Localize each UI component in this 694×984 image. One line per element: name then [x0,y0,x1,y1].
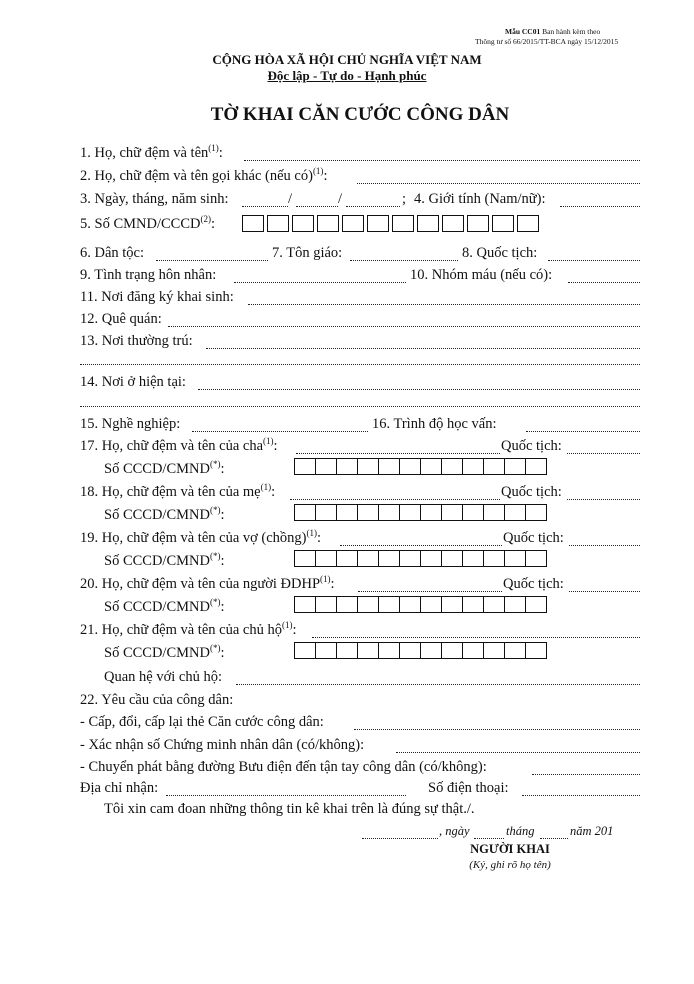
digit-box[interactable] [336,504,358,521]
digit-box[interactable] [294,596,316,613]
digit-box[interactable] [399,642,421,659]
label-mother-nationality: Quốc tịch: [501,484,562,500]
note-marker: (1) [312,166,324,177]
field-mother-name [80,484,275,501]
digit-box[interactable] [442,215,464,232]
digit-box[interactable] [336,458,358,475]
input-full-name[interactable] [244,160,640,161]
digit-box[interactable] [399,504,421,521]
label-permanent-residence: 13. Nơi thường trú: [80,333,193,349]
digit-box[interactable] [294,550,316,567]
colon: : [292,622,297,638]
digit-box[interactable] [462,504,484,521]
input-phone[interactable] [522,795,640,796]
digit-box[interactable] [483,458,505,475]
digit-box[interactable] [525,504,547,521]
digit-box[interactable] [357,642,379,659]
input-nationality[interactable] [548,260,640,261]
digit-box[interactable] [342,215,364,232]
label-household-head-id: Số CCCD/CMND [104,645,210,661]
note-marker: (*) [209,459,221,470]
field-representative-id [104,599,225,616]
digit-box[interactable] [294,642,316,659]
field-id-number [80,216,215,233]
digit-box[interactable] [357,504,379,521]
digit-box[interactable] [378,504,400,521]
digit-box[interactable] [336,596,358,613]
id-number-boxes[interactable] [242,215,542,232]
digit-box[interactable] [294,458,316,475]
label-delivery-address: Địa chỉ nhận: [80,780,159,796]
field-spouse-name [80,530,321,547]
declaration-statement: Tôi xin cam đoan những thông tin kê khai trên là đúng sự thật./. [104,801,475,817]
label-date-year: năm 201 [570,824,614,838]
label-date-day: , ngày [439,824,470,838]
label-other-name: 2. Họ, chữ đệm và tên gọi khác (nếu có) [80,168,313,184]
label-ethnicity: 6. Dân tộc: [80,245,145,261]
input-current-residence[interactable] [198,389,640,390]
input-ethnicity[interactable] [156,260,268,261]
label-birth-registration: 11. Nơi đăng ký khai sinh: [80,289,234,305]
digit-box[interactable] [483,642,505,659]
label-request-confirm-id: - Xác nhận số Chứng minh nhân dân (có/không): [80,737,365,753]
label-nationality: 8. Quốc tịch: [462,245,538,261]
label-current-residence: 14. Nơi ở hiện tại: [80,374,186,390]
representative-id-boxes[interactable] [294,596,546,613]
note-marker: (1) [260,482,272,493]
label-spouse-nationality: Quốc tịch: [503,530,564,546]
input-religion[interactable] [350,260,458,261]
note-marker: (*) [209,505,221,516]
colon: : [220,507,225,523]
input-father-name[interactable] [296,453,500,454]
digit-box[interactable] [399,596,421,613]
input-representative-nationality[interactable] [569,591,640,592]
digit-box[interactable] [378,550,400,567]
digit-box[interactable] [483,596,505,613]
input-blood-type[interactable] [568,282,640,283]
digit-box[interactable] [441,550,463,567]
input-gender[interactable] [560,206,640,207]
colon: : [220,553,225,569]
label-father-nationality: Quốc tịch: [501,438,562,454]
field-representative-name [80,576,335,593]
label-marital-status: 9. Tình trạng hôn nhân: [80,267,217,283]
input-mother-name[interactable] [290,499,500,500]
input-current-residence-line2[interactable] [80,406,640,407]
field-father-name [80,438,278,455]
digit-box[interactable] [392,215,414,232]
input-birth-registration[interactable] [248,304,640,305]
digit-box[interactable] [462,596,484,613]
page-title: TỜ KHAI CĂN CƯỚC CÔNG DÂN [210,104,510,125]
digit-box[interactable] [357,458,379,475]
digit-box[interactable] [517,215,539,232]
digit-box[interactable] [242,215,264,232]
input-marital-status[interactable] [234,282,406,283]
label-blood-type: 10. Nhóm máu (nếu có): [410,267,553,283]
note-marker: (1) [306,528,318,539]
label-birth-date: 3. Ngày, tháng, năm sinh: [80,191,229,207]
digit-box[interactable] [420,550,442,567]
label-citizen-requests: 22. Yêu cầu của công dân: [80,692,234,708]
input-hometown[interactable] [168,326,640,327]
digit-box[interactable] [317,215,339,232]
digit-box[interactable] [378,642,400,659]
input-birth-day[interactable] [242,206,288,207]
circular-line2: Thông tư số 66/2015/TT-BCA ngày 15/12/2015 [475,37,619,46]
field-father-id [104,461,225,478]
digit-box[interactable] [525,550,547,567]
digit-box[interactable] [357,596,379,613]
input-delivery-address[interactable] [166,795,406,796]
label-father-name: 17. Họ, chữ đệm và tên của cha [80,438,263,454]
digit-box[interactable] [315,596,337,613]
colon: : [220,645,225,661]
digit-box[interactable] [336,550,358,567]
label-occupation: 15. Nghề nghiệp: [80,416,181,432]
digit-box[interactable] [504,550,526,567]
input-birth-year[interactable] [346,206,400,207]
digit-box[interactable] [420,504,442,521]
colon: : [220,599,225,615]
digit-box[interactable] [483,504,505,521]
date-slash: / [288,191,293,207]
input-spouse-nationality[interactable] [569,545,640,546]
digit-box[interactable] [399,550,421,567]
digit-box[interactable] [504,504,526,521]
label-mother-name: 18. Họ, chữ đệm và tên của mẹ [80,484,261,500]
mother-id-boxes[interactable] [294,504,546,521]
input-sign-place[interactable] [362,838,438,839]
circular-line1: Ban hành kèm theo [542,27,601,36]
form-code: Mẫu CC01 [505,27,541,36]
note-marker: (1) [263,436,274,447]
digit-box[interactable] [399,458,421,475]
label-relation-to-head: Quan hệ với chủ hộ: [104,669,223,685]
note-marker: (1) [281,620,293,631]
digit-box[interactable] [315,458,337,475]
note-marker: (1) [320,574,331,585]
separator: ; [402,191,407,207]
digit-box[interactable] [462,642,484,659]
digit-box[interactable] [357,550,379,567]
father-id-boxes[interactable] [294,458,546,475]
digit-box[interactable] [367,215,389,232]
label-hometown: 12. Quê quán: [80,311,162,327]
label-spouse-id: Số CCCD/CMND [104,553,210,569]
input-permanent-residence[interactable] [206,348,640,349]
label-household-head-name: 21. Họ, chữ đệm và tên của chủ hộ [80,622,282,638]
label-request-issue-card: - Cấp, đổi, cấp lại thẻ Căn cước công dân: [80,714,324,730]
digit-box[interactable] [378,458,400,475]
note-marker: (1) [208,143,219,154]
field-mother-id [104,507,225,524]
digit-box[interactable] [525,596,547,613]
digit-box[interactable] [525,458,547,475]
digit-box[interactable] [267,215,289,232]
digit-box[interactable] [441,504,463,521]
input-permanent-residence-line2[interactable] [80,364,640,365]
digit-box[interactable] [504,596,526,613]
colon: : [330,576,335,592]
label-phone: Số điện thoại: [428,780,509,796]
label-father-id: Số CCCD/CMND [104,461,210,477]
field-spouse-id [104,553,225,570]
digit-box[interactable] [315,550,337,567]
note-marker: (*) [209,551,221,562]
label-spouse-name: 19. Họ, chữ đệm và tên của vợ (chồng) [80,530,307,546]
digit-box[interactable] [492,215,514,232]
digit-box[interactable] [294,504,316,521]
digit-box[interactable] [462,550,484,567]
digit-box[interactable] [420,458,442,475]
colon: : [218,145,223,161]
digit-box[interactable] [504,458,526,475]
field-other-name [80,168,327,185]
input-education[interactable] [526,431,640,432]
field-household-head-name [80,622,296,639]
digit-box[interactable] [420,642,442,659]
note-marker: (2) [200,214,211,225]
label-full-name: 1. Họ, chữ đệm và tên [80,145,209,161]
digit-box[interactable] [462,458,484,475]
note-marker: (*) [209,643,221,654]
digit-box[interactable] [292,215,314,232]
input-mother-nationality[interactable] [567,499,640,500]
colon: : [323,168,328,184]
input-representative-name[interactable] [358,591,502,592]
digit-box[interactable] [441,458,463,475]
digit-box[interactable] [378,596,400,613]
input-sign-month[interactable] [540,838,568,839]
digit-box[interactable] [420,596,442,613]
input-occupation[interactable] [192,431,368,432]
input-spouse-name[interactable] [340,545,502,546]
form-code-line [505,27,600,36]
label-representative-nationality: Quốc tịch: [503,576,564,592]
input-father-nationality[interactable] [567,453,640,454]
note-marker: (*) [209,597,221,608]
motto: Độc lập - Tự do - Hạnh phúc [267,68,427,83]
label-request-postal-delivery: - Chuyển phát bằng đường Bưu điện đến tận tay công dân (có/không): [80,759,487,775]
nation-heading: CỘNG HÒA XÃ HỘI CHỦ NGHĨA VIỆT NAM [212,52,482,67]
digit-box[interactable] [417,215,439,232]
digit-box[interactable] [467,215,489,232]
digit-box[interactable] [483,550,505,567]
input-request-confirm-id[interactable] [396,752,640,753]
input-household-head-name[interactable] [312,637,640,638]
spouse-id-boxes[interactable] [294,550,546,567]
label-representative-id: Số CCCD/CMND [104,599,210,615]
label-date-month: tháng [506,824,535,838]
label-education: 16. Trình độ học vấn: [372,416,497,432]
label-representative-name: 20. Họ, chữ đệm và tên của người ĐDHP [80,576,321,592]
label-religion: 7. Tôn giáo: [272,245,343,261]
input-relation-to-head[interactable] [236,684,640,685]
input-birth-month[interactable] [296,206,338,207]
digit-box[interactable] [441,642,463,659]
digit-box[interactable] [315,504,337,521]
label-mother-id: Số CCCD/CMND [104,507,210,523]
digit-box[interactable] [525,642,547,659]
household-head-id-boxes[interactable] [294,642,546,659]
digit-box[interactable] [336,642,358,659]
input-other-name[interactable] [357,183,640,184]
label-gender: 4. Giới tính (Nam/nữ): [414,191,546,207]
digit-box[interactable] [504,642,526,659]
signature-instruction: (Ký, ghi rõ họ tên) [469,859,551,871]
colon: : [210,216,215,232]
digit-box[interactable] [315,642,337,659]
colon: : [273,438,278,454]
declarant-title: NGƯỜI KHAI [470,842,550,856]
input-request-issue-card[interactable] [354,729,640,730]
input-request-postal-delivery[interactable] [532,774,640,775]
field-household-head-id [104,645,225,662]
label-id-number: 5. Số CMND/CCCD [80,216,201,232]
input-sign-day[interactable] [474,838,504,839]
digit-box[interactable] [441,596,463,613]
field-full-name [80,145,223,162]
colon: : [317,530,322,546]
date-slash: / [338,191,343,207]
colon: : [271,484,276,500]
colon: : [220,461,225,477]
